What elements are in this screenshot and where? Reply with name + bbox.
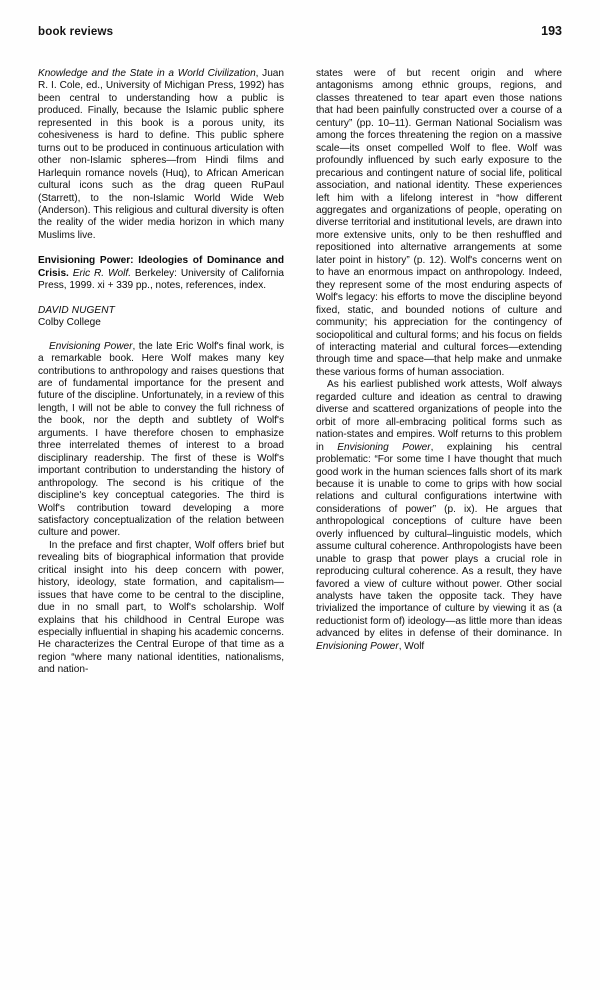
reviewer-name: DAVID NUGENT [38,304,115,316]
reviewer-affiliation: Colby College [38,317,101,329]
review-paragraph-1: Envisioning Power, the late Eric Wolf's final work, is a remarkable book. Here Wolf makes many key contributions to anthropology and raises questions that are of fundamental importance for the present and future of the discipline. Unfortunately, in a review of this length, I will not be able to convey the full richness of the book, nor the depth and subtlety of Wolf's arguments. I have therefore chosen to emphasize three interrelated themes of interest to a broad disciplinary readership. The first of these is Wolf's important contribution to understanding the history of anthropology. The second is his critique of the discipline's key conceptual categories. The third is Wolf's contribution toward developing a more satisfactory conceptualization of the relation between culture and power. [38,340,284,539]
review-paragraph-2: In the preface and first chapter, Wolf offers brief but revealing bits of biographical information that provide critical insight into his deep concern with power, history, ideology, state formation, and capitalism—issues that have come to be central to the discipline, due in no small part, to Wolf's scholarship. Wolf explains that his childhood in Central Europe was especially influential in shaping his academic concerns. He characterizes the Central Europe of that time as a region “where many national identities, nationalisms, and nation- [38,539,284,676]
reviewer-block [38,293,284,330]
citation-author: Eric R. Wolf. [72,267,131,279]
paragraph-continued-right: states were of but recent origin and where antagonisms among ethnic groups, regions, and classes threatened to tear apart even those nations that had been painfully constructed over a course of a century” (pp. 10–11). German National Socialism was among the forces threatening the region on a massive scale—its onset compelled Wolf to flee. Wolf was profoundly influenced by such early exposure to the precarious and contingent nature of social life, political association, and national identity. These experiences left him with a lifelong interest in “how different aggregates and organizations of people, operating on diverse territorial and institutional levels, are drawn into more extensive units, only to be then reshuffled and repositioned into alternative arrangements at some later point in history” (p. 12). Wolf's concerns went on to have an enormous impact on anthropology. Indeed, they represent some of the most enduring aspects of Wolf's legacy: his efforts to move the discipline beyond fixed, static, and bounded notions of culture and community; his appreciation for the contingency of sociopolitical and cultural forms; and his focus on fields of interacting material and cultural forces—extending through time and space—that help make and unmake these various forms of human association. [316,68,562,378]
citation-imprint: Berkeley: University of California Press, 1999. xi + 339 pp., notes, references, index. [38,267,284,292]
left-column [38,68,284,968]
paragraph-continued-left: Knowledge and the State in a World Civilization, Juan R. I. Cole, ed., University of Michigan Press, 1992) has been central to understanding how a public is produced. Finally, because the Islamic public sphere represented in this book is a porous unity, its cohesiveness is hard to define. This public sphere turns out to be produced in continuous articulation with other non-Islamic spheres—from Hindi films and Harlequin romance novels (Huq), to African American cultural icons such as the drag queen RuPaul (Starrett), to the non-Islamic World Wide Web (Anderson). This religious and cultural diversity is often the reality of the wider media horizon in which many Muslims live. [38,68,284,241]
body-columns [38,68,562,968]
right-paragraph-2: As his earliest published work attests, Wolf always regarded culture and ideation as central to drawing diverse and scattered organizations of people into the orbit of more all-embracing political forms such as nation-states and empires. Wolf returns to this problem in Envisioning Power, explaining his central problematic: “For some time I have thought that much good work in the human sciences falls short of its mark because it is unable to come to grips with how social relations and cultural configurations intertwine with considerations of power” (p. ix). He argues that anthropological conceptions of culture have been overly influenced by cultural–linguistic models, which assume cultural coherence. Anthropologists have been unable to grasp that power plays a crucial role in reproducing cultural coherence. As a result, they have favored a view of culture without power. Other social analysts have taken the opposite tack. They have trivialized the importance of culture by viewing it as (a reductionist form of) ideology—as little more than ideas advanced by elites in defense of their dominance. In Envisioning Power, Wolf [316,379,562,652]
page-number: 193 [541,24,562,38]
right-column [316,68,562,968]
running-head-title: book reviews [38,26,114,38]
running-head [38,24,562,38]
book-citation [38,242,284,292]
citation-title: Envisioning Power: Ideologies of Dominance and Crisis. [38,255,284,279]
